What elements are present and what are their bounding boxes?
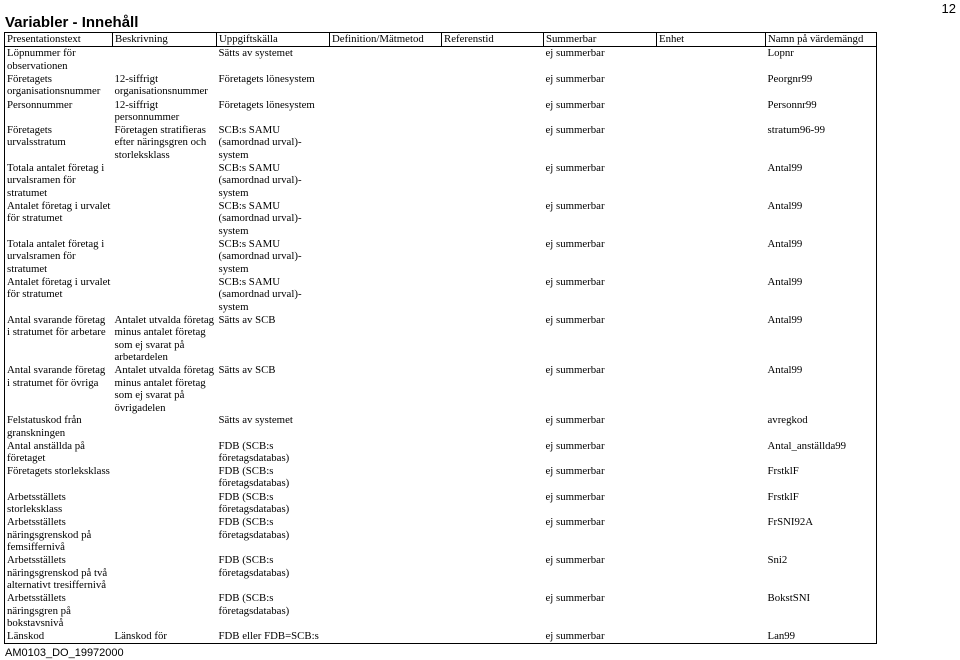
table-row [5, 630, 877, 643]
cell-summerbar: ej summerbar [545, 630, 605, 642]
cell-uppgiftskalla [217, 630, 544, 643]
cell-beskrivning: Antalet utvalda företag minus antalet företag som ej svarat på övrigadelen [114, 364, 215, 414]
source-text: Företagets lönesystem [218, 72, 315, 85]
cell-presentationstext: Arbetsställets storleksklass [7, 490, 66, 516]
cell-uppgiftskalla [217, 73, 544, 99]
table-body [5, 47, 877, 644]
cell-beskrivning [113, 238, 217, 276]
cell-namn-pa-vardemangd: Antal99 [767, 237, 803, 250]
table-header-row [5, 33, 877, 47]
table-row [5, 200, 877, 238]
cell-uppgiftskalla [217, 238, 544, 276]
cell-summerbar: ej summerbar [545, 554, 605, 566]
table-row [5, 276, 877, 314]
cell-namn-pa-vardemangd: FrSNI92A [767, 516, 814, 528]
cell-beskrivning [113, 440, 217, 465]
source-text: FDB (SCB:s företagsdatabas) [218, 464, 290, 490]
cell-uppgiftskalla [217, 554, 544, 592]
column-header: Summerbar [544, 33, 657, 47]
cell-summerbar: ej summerbar [545, 275, 605, 288]
source-text: Sätts av systemet [218, 414, 293, 427]
cell-namn-pa-vardemangd: BokstSNI [767, 592, 811, 604]
cell-namn-pa-vardemangd: stratum96-99 [767, 123, 826, 136]
source-text: SCB:s SAMU (samordnad urval)-system [218, 123, 302, 161]
cell-presentationstext: Antalet företag i urvalet för stratumet [7, 275, 111, 301]
cell-namn-pa-vardemangd: Personnr99 [767, 98, 817, 111]
cell-presentationstext: Personnummer [7, 98, 73, 111]
cell-beskrivning: 12-siffrigt organisationsnummer [114, 72, 208, 98]
cell-summerbar: ej summerbar [545, 313, 605, 326]
cell-beskrivning: Företagen stratifieras efter näringsgren och storleksklass [114, 123, 207, 161]
cell-presentationstext: Företagets urvalsstratum [7, 123, 66, 149]
cell-uppgiftskalla [217, 491, 544, 516]
cell-beskrivning [113, 554, 217, 592]
cell-summerbar: ej summerbar [545, 123, 605, 136]
cell-summerbar: ej summerbar [545, 516, 605, 528]
source-text: Sätts av SCB [218, 364, 276, 377]
cell-namn-pa-vardemangd: Lopnr [767, 47, 794, 59]
cell-summerbar: ej summerbar [545, 199, 605, 212]
cell-summerbar: ej summerbar [545, 592, 605, 604]
cell-beskrivning [113, 465, 217, 491]
cell-beskrivning: 12-siffrigt personnummer [114, 98, 180, 124]
cell-uppgiftskalla [217, 99, 544, 124]
source-text: Företagets lönesystem [218, 98, 315, 111]
table-row [5, 364, 877, 414]
cell-summerbar: ej summerbar [545, 98, 605, 111]
cell-presentationstext: Antal svarande företag i stratumet för övriga [7, 364, 106, 389]
cell-presentationstext: Löpnummer för observationen [7, 47, 76, 72]
cell-presentationstext: Länskod [7, 630, 45, 642]
cell-summerbar: ej summerbar [545, 439, 605, 452]
column-header: Uppgiftskälla [217, 33, 330, 47]
column-header: Presentationstext [5, 33, 113, 47]
table-row [5, 440, 877, 465]
column-header: Beskrivning [113, 33, 217, 47]
cell-summerbar: ej summerbar [545, 364, 605, 377]
cell-beskrivning [113, 491, 217, 516]
cell-namn-pa-vardemangd: avregkod [767, 414, 808, 427]
cell-presentationstext: Företagets organisationsnummer [7, 72, 101, 98]
cell-presentationstext: Antalet företag i urvalet för stratumet [7, 199, 111, 225]
cell-presentationstext: Felstatuskod från granskningen [7, 414, 82, 440]
cell-beskrivning [113, 414, 217, 439]
cell-summerbar: ej summerbar [545, 464, 605, 477]
cell-namn-pa-vardemangd: Antal99 [767, 199, 803, 212]
cell-uppgiftskalla [217, 516, 544, 554]
column-header: Referenstid [442, 33, 544, 47]
source-text: SCB:s SAMU (samordnad urval)-system [218, 199, 302, 237]
cell-uppgiftskalla [217, 162, 544, 200]
cell-namn-pa-vardemangd: Antal99 [767, 161, 803, 174]
cell-summerbar: ej summerbar [545, 237, 605, 250]
cell-summerbar: ej summerbar [545, 47, 605, 59]
page-number: 12 [941, 1, 956, 16]
cell-uppgiftskalla [217, 124, 544, 162]
table-row [5, 554, 877, 592]
cell-namn-pa-vardemangd: Antal99 [767, 364, 803, 377]
cell-uppgiftskalla [217, 276, 544, 314]
cell-beskrivning [113, 592, 217, 630]
cell-beskrivning [113, 200, 217, 238]
cell-uppgiftskalla [217, 592, 544, 630]
variables-table [4, 32, 877, 644]
source-text: Sätts av SCB [218, 313, 276, 326]
cell-summerbar: ej summerbar [545, 72, 605, 85]
cell-namn-pa-vardemangd: Lan99 [767, 630, 796, 642]
cell-presentationstext: Totala antalet företag i urvalsramen för stratumet [7, 161, 105, 199]
cell-uppgiftskalla [217, 440, 544, 465]
cell-namn-pa-vardemangd: Antal99 [767, 313, 803, 326]
cell-presentationstext: Företagets storleksklass [7, 464, 110, 477]
table-row [5, 124, 877, 162]
cell-summerbar: ej summerbar [545, 490, 605, 503]
table-row [5, 238, 877, 276]
column-header: Namn på värdemängd [766, 33, 877, 47]
table-row [5, 99, 877, 124]
column-header: Enhet [657, 33, 766, 47]
cell-uppgiftskalla [217, 364, 544, 414]
table-row [5, 314, 877, 364]
cell-beskrivning: Länskod för [114, 630, 167, 642]
cell-namn-pa-vardemangd: Sni2 [767, 554, 788, 566]
cell-presentationstext: Totala antalet företag i urvalsramen för stratumet [7, 237, 105, 275]
cell-namn-pa-vardemangd: Peorgnr99 [767, 72, 813, 85]
source-text: FDB (SCB:s företagsdatabas) [218, 439, 290, 465]
cell-summerbar: ej summerbar [545, 161, 605, 174]
source-text: FDB eller FDB=SCB:s [218, 630, 319, 642]
table-row [5, 162, 877, 200]
cell-uppgiftskalla [217, 200, 544, 238]
cell-uppgiftskalla [217, 414, 544, 439]
table-row [5, 592, 877, 630]
table-row [5, 414, 877, 439]
cell-presentationstext: Arbetsställets näringsgren på bokstavsnivå [7, 592, 71, 630]
source-text: SCB:s SAMU (samordnad urval)-system [218, 237, 302, 275]
cell-uppgiftskalla [217, 47, 544, 73]
source-text: FDB (SCB:s företagsdatabas) [218, 554, 290, 579]
source-text: FDB (SCB:s företagsdatabas) [218, 592, 290, 617]
page-title: Variabler - Innehåll [5, 14, 139, 31]
cell-namn-pa-vardemangd: FrstklF [767, 464, 799, 477]
cell-beskrivning [113, 276, 217, 314]
cell-uppgiftskalla [217, 314, 544, 364]
cell-presentationstext: Arbetsställets näringsgrenskod på femsiffernivå [7, 516, 92, 554]
cell-beskrivning: Antalet utvalda företag minus antalet företag som ej svarat på arbetardelen [114, 313, 215, 364]
cell-beskrivning [113, 516, 217, 554]
table-row [5, 465, 877, 491]
cell-beskrivning [113, 47, 217, 73]
source-text: FDB (SCB:s företagsdatabas) [218, 490, 290, 516]
source-text: FDB (SCB:s företagsdatabas) [218, 516, 290, 541]
cell-namn-pa-vardemangd: Antal_anställda99 [767, 439, 847, 452]
cell-namn-pa-vardemangd: Antal99 [767, 275, 803, 288]
document-footer: AM0103_DO_19972000 [5, 647, 124, 659]
cell-namn-pa-vardemangd: FrstklF [767, 490, 799, 503]
cell-beskrivning [113, 162, 217, 200]
source-text: Sätts av systemet [218, 47, 293, 59]
table-row [5, 73, 877, 99]
source-text: SCB:s SAMU (samordnad urval)-system [218, 161, 302, 199]
cell-summerbar: ej summerbar [545, 414, 605, 427]
column-header: Definition/Mätmetod [330, 33, 442, 47]
table-row [5, 516, 877, 554]
table-row [5, 491, 877, 516]
cell-presentationstext: Antal svarande företag i stratumet för arbetare [7, 313, 106, 339]
table-row [5, 47, 877, 73]
cell-presentationstext: Arbetsställets näringsgrenskod på två alternativt tresiffernivå [7, 554, 108, 592]
cell-presentationstext: Antal anställda på företaget [7, 439, 85, 465]
source-text: SCB:s SAMU (samordnad urval)-system [218, 275, 302, 313]
cell-uppgiftskalla [217, 465, 544, 491]
